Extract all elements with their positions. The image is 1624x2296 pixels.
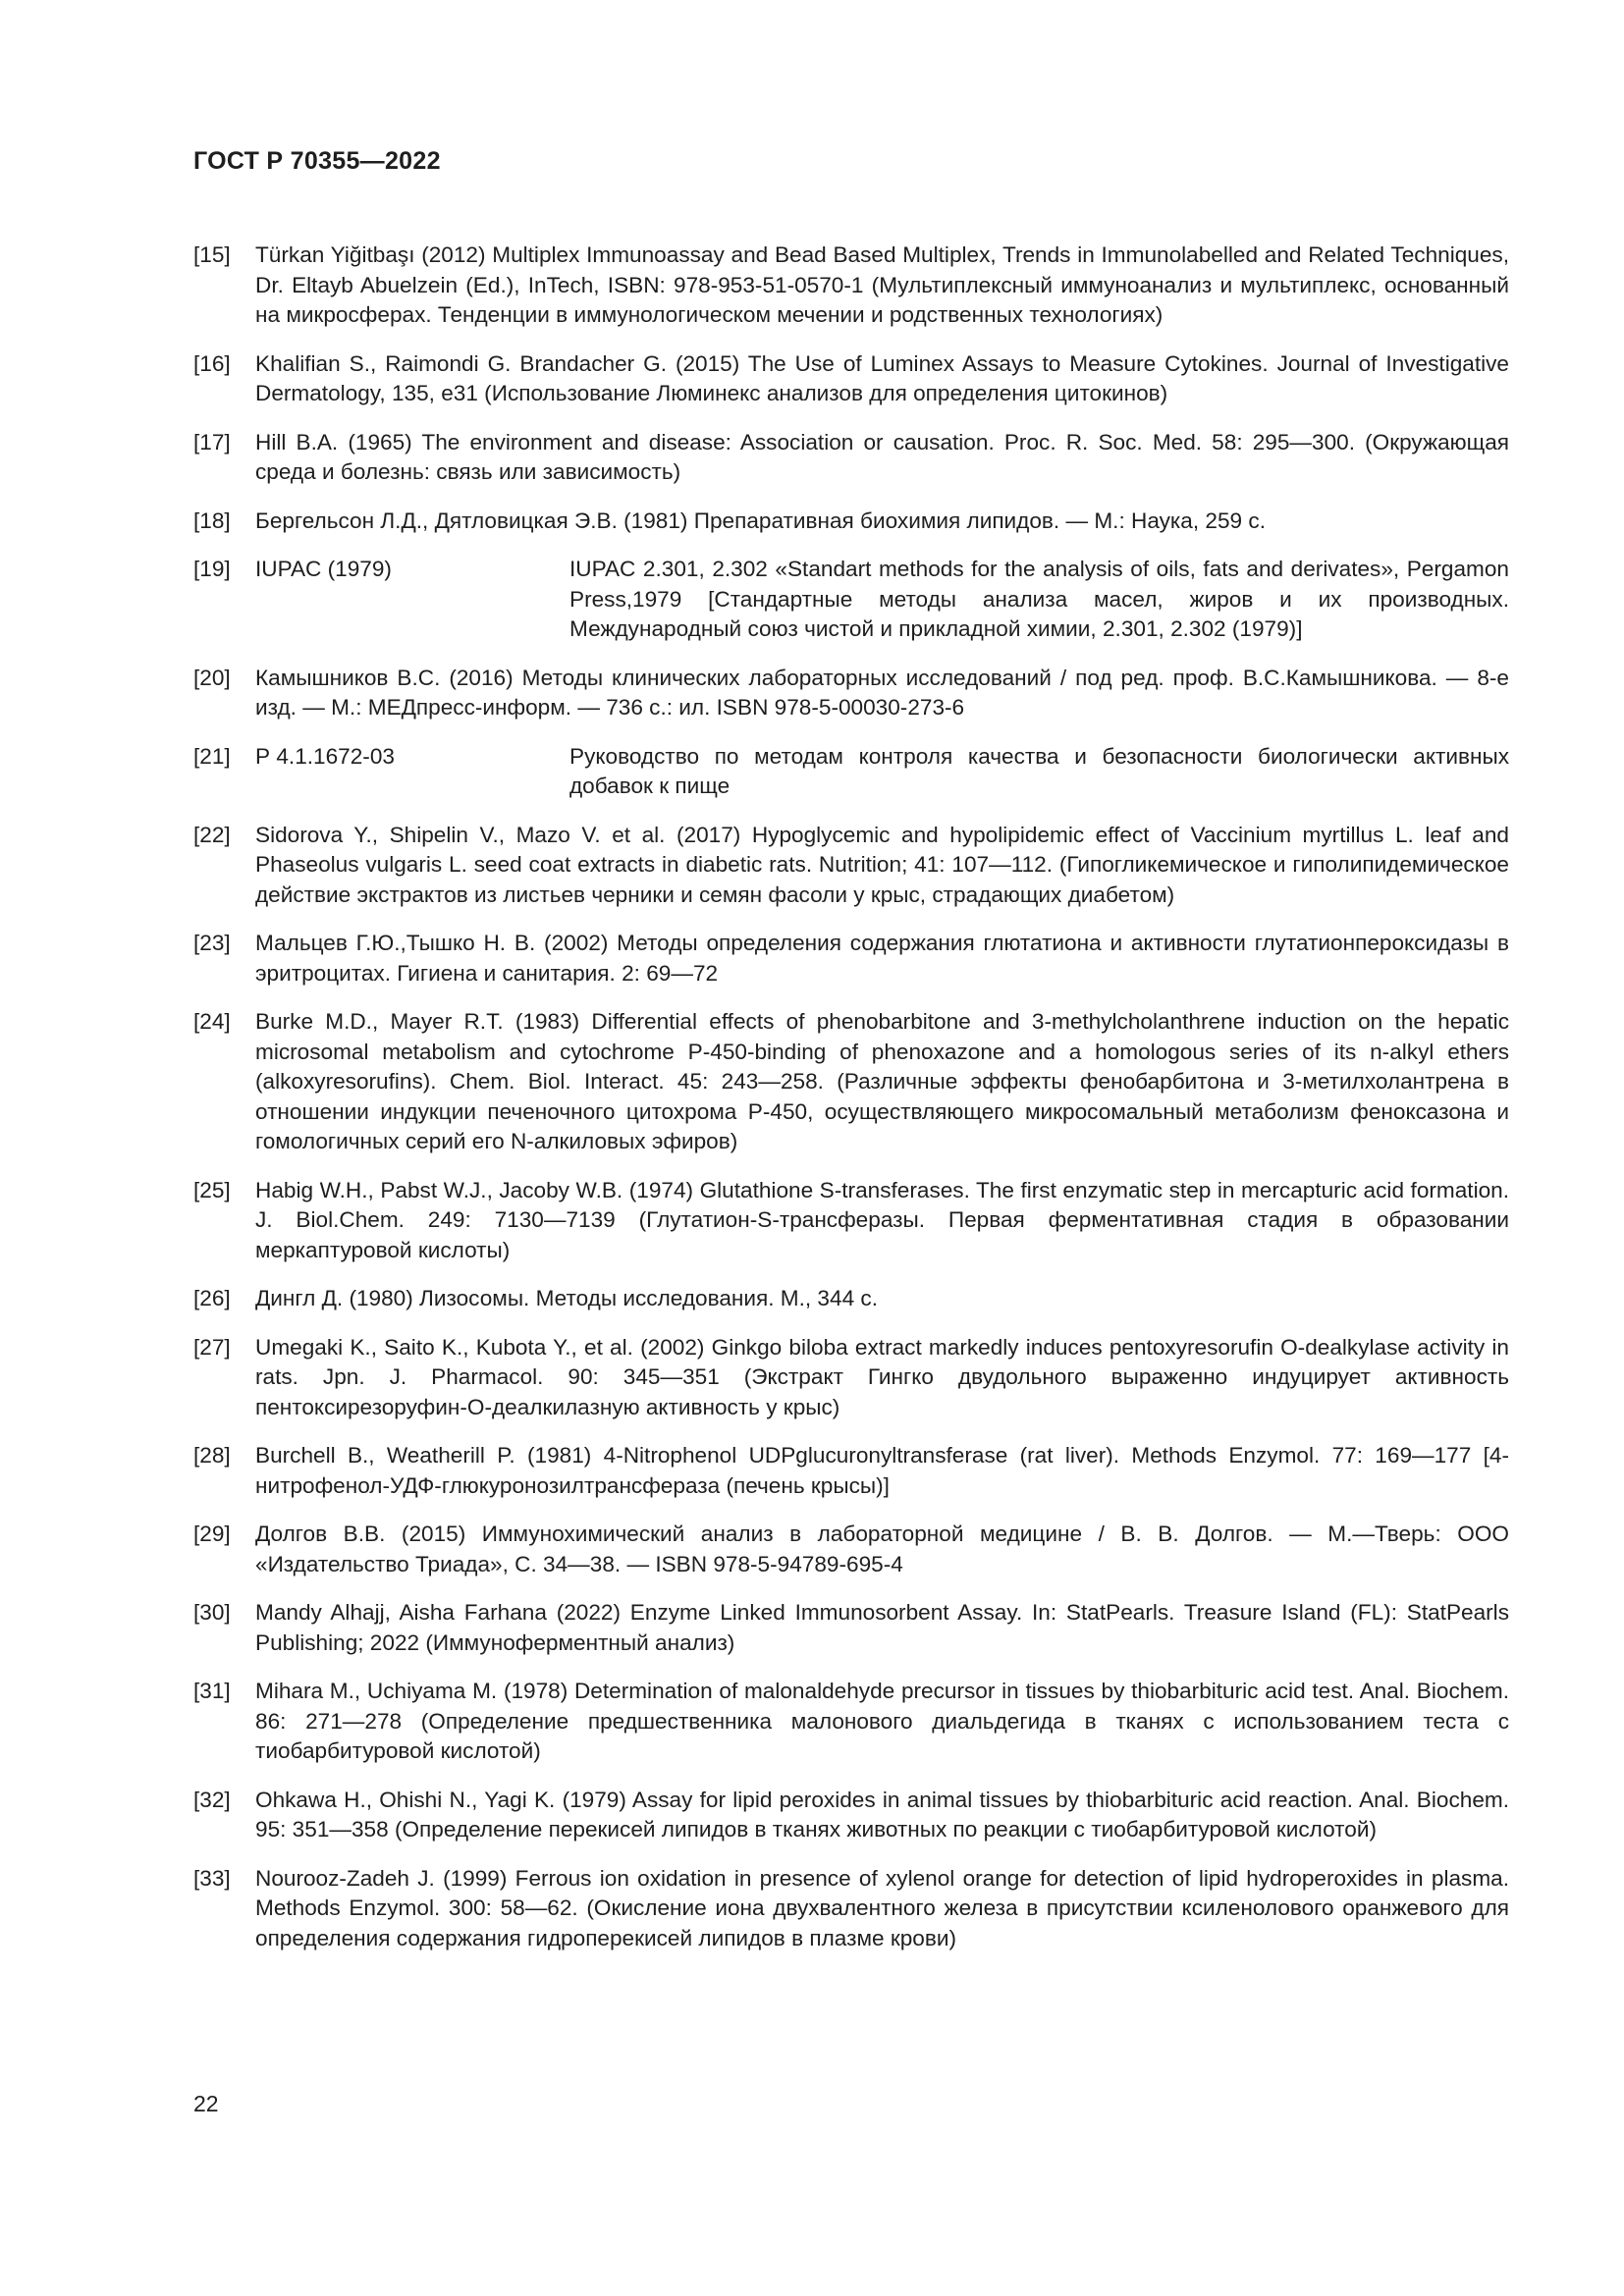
reference-text: Мальцев Г.Ю.,Тышко Н. В. (2002) Методы определения содержания глютатиона и активности глутатионпероксидазы в эритроцитах. Гигиена и санитария. 2: 69—72 (255, 931, 1509, 986)
reference-text: Mandy Alhajj, Aisha Farhana (2022) Enzyme Linked Immunosorbent Assay. In: StatPearls. Treasure Island (FL): StatPearls Publishing; 2022 (Иммуноферментный анализ) (255, 1600, 1509, 1655)
reference-item (193, 929, 1509, 988)
reference-number: [32] (193, 1787, 231, 1812)
reference-code: IUPAC (1979) (255, 557, 392, 581)
reference-item (193, 1441, 1509, 1501)
reference-text: Камышников В.С. (2016) Методы клинических лабораторных исследований / под ред. проф. В.С.Камышникова. — 8-е изд. — М.: МЕДпресс-информ. — 736 с.: ил. ISBN 978-5-00030-273-6 (255, 665, 1509, 720)
reference-number: [18] (193, 507, 231, 533)
reference-number: [30] (193, 1600, 231, 1625)
reference-description: Руководство по методам контроля качества и безопасности биологически активных добавок к пище (569, 743, 1509, 798)
reference-number: [26] (193, 1286, 231, 1310)
reference-number: [23] (193, 931, 231, 955)
reference-text: Sidorova Y., Shipelin V., Mazo V. et al. (2017) Hypoglycemic and hypolipidemic effect of Vaccinium myrtillus L. leaf and Phaseolus vulgaris L. seed coat extracts in diabetic rats. Nutrition; 41: 107—112. (Гипогликемическое и гиполипидемическое действие экстрактов из листьев черники и семян фасоли у крыс, страдающих диабетом) (255, 822, 1509, 907)
bibliography-list (193, 240, 1509, 1972)
reference-number: [20] (193, 665, 231, 690)
reference-text: Habig W.H., Pabst W.J., Jacoby W.B. (1974) Glutathione S-transferases. The first enzymatic step in mercapturic acid formation. J. Biol.Chem. 249: 7130—7139 (Глутатион-S-трансферазы. Первая ферментативная стадия в образовании меркаптуровой кислоты) (255, 1177, 1509, 1262)
reference-item (193, 742, 1509, 802)
reference-code: Р 4.1.1672-03 (255, 743, 395, 769)
reference-text: Nourooz-Zadeh J. (1999) Ferrous ion oxidation in presence of xylenol orange for detection of lipid hydroperoxides in plasma. Methods Enzymol. 300: 58—62. (Окисление иона двухвалентного железа в присутствии ксиленолового оранжевого для определения содержания гидроперекисей липидов в плазме крови) (255, 1865, 1509, 1950)
reference-number: [21] (193, 743, 231, 769)
reference-item (193, 1864, 1509, 1954)
reference-number: [17] (193, 429, 231, 454)
reference-item (193, 555, 1509, 645)
reference-text: Дингл Д. (1980) Лизосомы. Методы исследования. М., 344 с. (255, 1286, 878, 1310)
reference-item (193, 821, 1509, 911)
reference-item (193, 1598, 1509, 1658)
reference-item (193, 1284, 1509, 1314)
reference-text: Türkan Yiğitbaşı (2012) Multiplex Immunoassay and Bead Based Multiplex, Trends in Immunolabelled and Related Techniques, Dr. Eltayb Abuelzein (Ed.), InTech, ISBN: 978-953-51-0570-1 (Мультиплексный иммуноанализ и мультиплекс, основанный на микросферах. Тенденции в иммунологическом мечении и родственных технологиях) (255, 242, 1509, 327)
reference-number: [24] (193, 1009, 231, 1034)
reference-item (193, 240, 1509, 331)
reference-item (193, 1176, 1509, 1266)
reference-number: [15] (193, 242, 231, 267)
reference-number: [29] (193, 1522, 231, 1546)
reference-item (193, 1677, 1509, 1767)
reference-number: [27] (193, 1334, 231, 1360)
reference-text: Khalifian S., Raimondi G. Brandacher G. (2015) The Use of Luminex Assays to Measure Cytokines. Journal of Investigative Dermatology, 135, e31 (Использование Люминекс анализов для определения цитокинов) (255, 350, 1509, 405)
reference-text: Burke M.D., Mayer R.T. (1983) Differential effects of phenobarbitone and 3-methylcholanthrene induction on the hepatic microsomal metabolism and cytochrome P-450-binding of phenoxazone and a homologous series of its n-alkyl ethers (alkoxyresorufins). Chem. Biol. Interact. 45: 243—258. (Различные эффекты фенобарбитона и 3-метилхолантрена в отношении индукции печеночного цитохрома Р-450, осуществляющего микросомальный метаболизм феноксазона и гомологичных серий его N-алкиловых эфиров) (255, 1009, 1509, 1153)
reference-text: Burchell B., Weatherill P. (1981) 4-Nitrophenol UDPglucuronyltransferase (rat liver). Methods Enzymol. 77: 169—177 [4-нитрофенол-УДФ-глюкуронозилтрансфераза (печень крысы)] (255, 1443, 1509, 1498)
reference-text: Бергельсон Л.Д., Дятловицкая Э.В. (1981) Препаративная биохимия липидов. — М.: Наука, 259 с. (255, 507, 1266, 533)
reference-item (193, 1786, 1509, 1845)
reference-number: [31] (193, 1679, 231, 1703)
page-number: 22 (193, 2091, 219, 2116)
reference-number: [25] (193, 1177, 231, 1202)
reference-text: Долгов В.В. (2015) Иммунохимический анализ в лабораторной медицине / В. В. Долгов. — М.—Тверь: ООО «Издательство Триада», С. 34—38. — ISBN 978-5-94789-695-4 (255, 1522, 1509, 1576)
document-header: ГОСТ Р 70355—2022 (193, 147, 441, 175)
reference-number: [33] (193, 1865, 231, 1891)
reference-number: [28] (193, 1443, 231, 1468)
reference-item (193, 1333, 1509, 1423)
reference-text: Mihara M., Uchiyama M. (1978) Determination of malonaldehyde precursor in tissues by thiobarbituric acid test. Anal. Biochem. 86: 271—278 (Определение предшественника малонового диальдегида в тканях с использованием теста с тиобарбитуровой кислотой) (255, 1679, 1509, 1763)
reference-description: IUPAC 2.301, 2.302 «Standart methods for the analysis of oils, fats and derivates», Pergamon Press,1979 [Стандартные методы анализа масел, жиров и их производных. Международный союз чистой и прикладной химии, 2.301, 2.302 (1979)] (569, 557, 1509, 641)
reference-item (193, 1520, 1509, 1579)
reference-item (193, 507, 1509, 537)
reference-item (193, 1007, 1509, 1157)
reference-number: [22] (193, 822, 231, 847)
reference-item (193, 349, 1509, 409)
reference-item (193, 428, 1509, 488)
reference-text: Umegaki K., Saito K., Kubota Y., et al. (2002) Ginkgo biloba extract markedly induces pentoxyresorufin O-dealkylase activity in rats. Jpn. J. Pharmacol. 90: 345—351 (Экстракт Гингко двудольного выраженно индуцирует активность пентоксирезоруфин-О-деалкилазную активность у крыс) (255, 1334, 1509, 1419)
reference-text: Hill B.A. (1965) The environment and disease: Association or causation. Proc. R. Soc. Med. 58: 295—300. (Окружающая среда и болезнь: связь или зависимость) (255, 429, 1509, 484)
reference-text: Ohkawa H., Ohishi N., Yagi K. (1979) Assay for lipid peroxides in animal tissues by thiobarbituric acid reaction. Anal. Biochem. 95: 351—358 (Определение перекисей липидов в тканях животных по реакции с тиобарбитуровой кислотой) (255, 1787, 1509, 1842)
reference-number: [19] (193, 557, 231, 581)
reference-number: [16] (193, 350, 231, 376)
reference-item (193, 664, 1509, 723)
